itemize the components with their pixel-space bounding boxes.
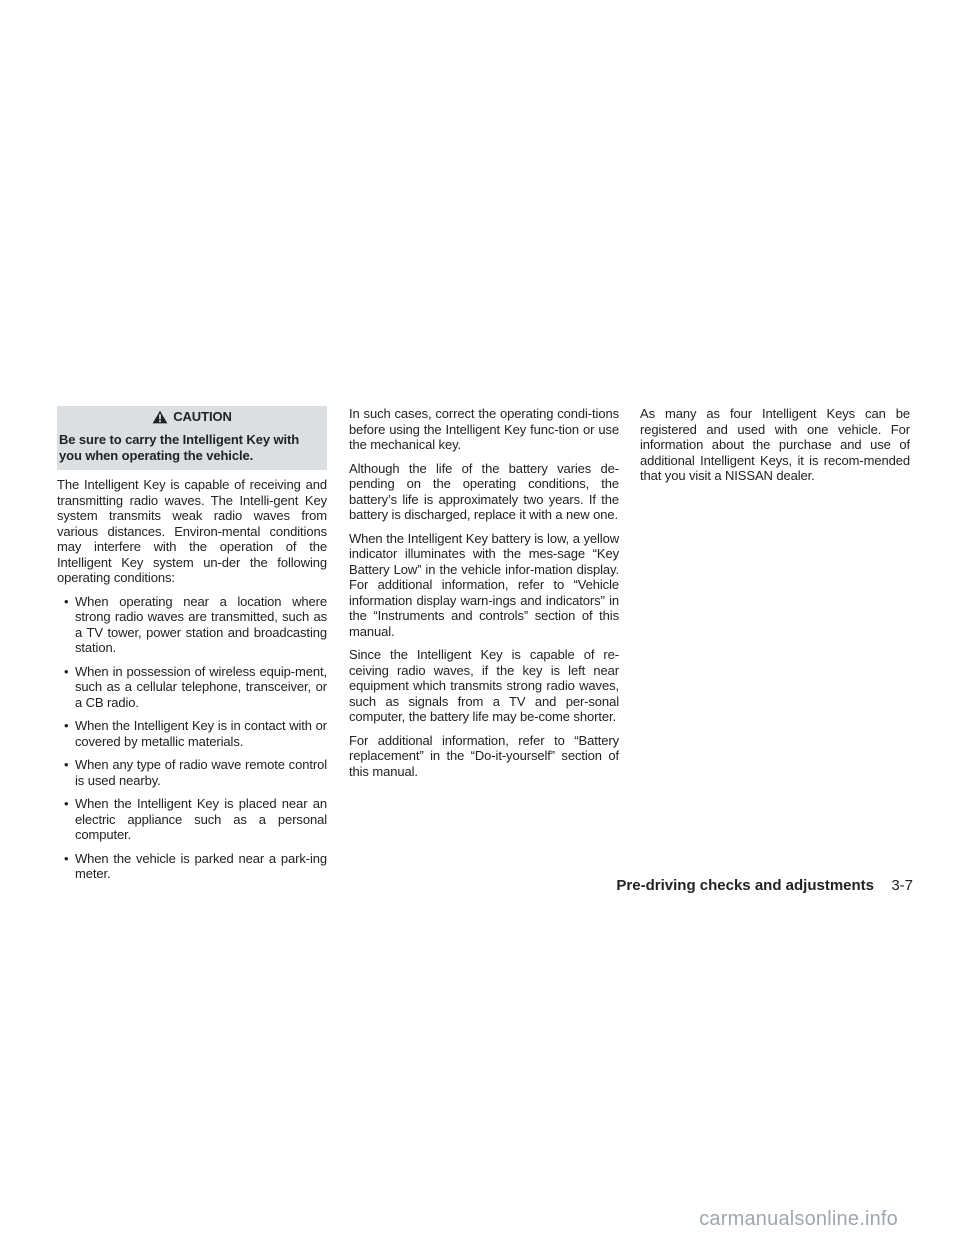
- caution-heading: CAUTION: [173, 409, 232, 425]
- page-footer: [0, 877, 960, 897]
- list-item: • When the Intelligent Key is in contact with or covered by metallic materials.: [64, 718, 327, 749]
- watermark-text: carmanualsonline.info: [699, 1208, 898, 1230]
- bullet-icon: •: [64, 718, 69, 733]
- bullet-icon: •: [64, 850, 69, 866]
- column-1: [57, 406, 327, 890]
- list-item: • When operating near a location where strong radio waves are transmitted, such as a TV tower, power station and broadcasting station.: [64, 593, 327, 655]
- intro-paragraph: The Intelligent Key is capable of receiving and transmitting radio waves. The Intelli-gent Key system transmits weak radio waves from various distances. Environ-mental conditions may interfere with the operation of the Intelligent Key system un-der the following operating conditions:: [57, 477, 327, 585]
- caution-box: [57, 406, 327, 470]
- column-2: [349, 406, 619, 787]
- list-item: • When the vehicle is parked near a park-ing meter.: [64, 850, 327, 881]
- page-number: 3-7: [891, 877, 913, 894]
- list-item: • When in possession of wireless equip-ment, such as a cellular telephone, transceiver, or a CB radio.: [64, 663, 327, 710]
- column-3: [640, 406, 910, 492]
- bullet-icon: •: [64, 796, 69, 811]
- paragraph: As many as four Intelligent Keys can be registered and used with one vehicle. For information about the purchase and use of additional Intelligent Keys, it is recom-mended that you visit a NISSAN dealer.: [640, 406, 910, 483]
- paragraph: For additional information, refer to “Battery replacement” in the “Do-it-yourself” section of this manual.: [349, 732, 619, 779]
- caution-text: Be sure to carry the Intelligent Key with you when operating the vehicle.: [59, 432, 300, 463]
- bullet-icon: •: [64, 593, 69, 609]
- warning-triangle-icon: [152, 410, 168, 424]
- section-title: Pre-driving checks and adjustments: [616, 877, 874, 894]
- paragraph: In such cases, correct the operating condi-tions before using the Intelligent Key func-tion or use the mechanical key.: [349, 406, 619, 452]
- paragraph: Although the life of the battery varies de-pending on the operating conditions, the battery’s life is approximately two years. If the battery is discharged, replace it with a new one.: [349, 460, 619, 522]
- bullet-icon: •: [64, 757, 69, 772]
- paragraph: When the Intelligent Key battery is low, a yellow indicator illuminates with the mes-sage “Key Battery Low” in the vehicle infor-mation display. For additional information, refer to “Vehicle information display warn-ings and indicators” in the “Instruments and controls” section of this manual.: [349, 530, 619, 639]
- paragraph: Since the Intelligent Key is capable of re-ceiving radio waves, if the key is left near equipment which transmits strong radio waves, such as signals from a TV and per-sonal computer, the battery life may be-come shorter.: [349, 647, 619, 724]
- list-item: • When any type of radio wave remote control is used nearby.: [64, 757, 327, 788]
- bullet-icon: •: [64, 663, 69, 679]
- list-item: • When the Intelligent Key is placed near an electric appliance such as a personal computer.: [64, 796, 327, 842]
- caution-header: [57, 406, 327, 428]
- conditions-list: [57, 594, 327, 882]
